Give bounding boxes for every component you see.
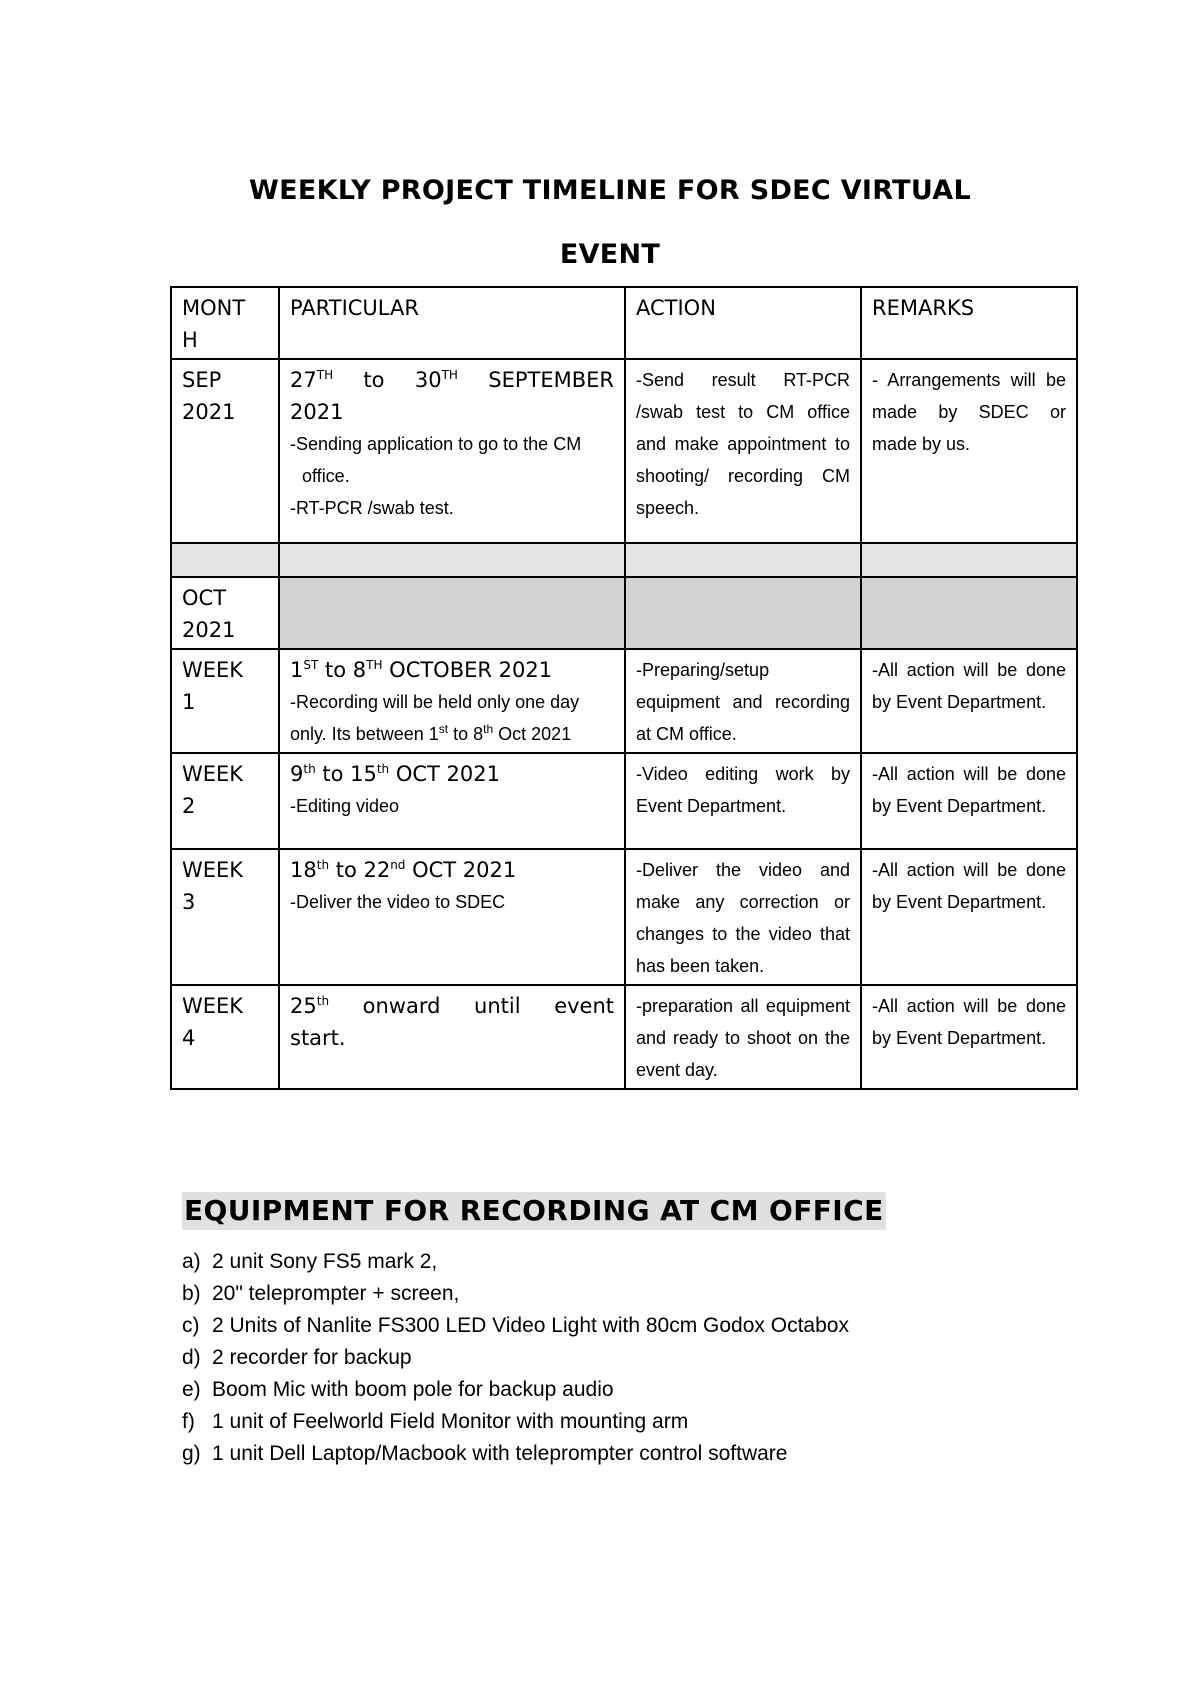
- week-cell: WEEK 1: [171, 649, 279, 753]
- action-cell: -Video editing work by Event Department.: [625, 753, 861, 849]
- shaded-cell: [625, 577, 861, 649]
- particular-heading-year: 2021: [290, 400, 344, 424]
- table-row-sep-2021: [171, 359, 1077, 543]
- remarks-cell: -All action will be done by Event Department.: [861, 849, 1077, 985]
- table-row-week-2: [171, 753, 1077, 849]
- equipment-list: [182, 1246, 849, 1470]
- particular-cell: [279, 849, 625, 985]
- header-month-text-a: MONT: [182, 296, 246, 320]
- particular-heading: 27TH to 30TH SEPTEMBER: [290, 368, 614, 392]
- particular-line: office.: [302, 466, 350, 486]
- particular-line: -Sending application to go to the CM: [290, 434, 582, 454]
- action-cell: -Deliver the video and make any correction or changes to the video that has been taken.: [625, 849, 861, 985]
- spacer-cell: [861, 543, 1077, 577]
- list-item: b) 20" teleprompter + screen,: [182, 1282, 460, 1305]
- header-particular: PARTICULAR: [279, 287, 625, 359]
- remarks-cell: - Arrangements will be made by SDEC or made by us.: [861, 359, 1077, 543]
- table-header-row: [171, 287, 1077, 359]
- spacer-cell: [171, 543, 279, 577]
- header-month-text-b: H: [182, 328, 198, 352]
- particular-heading-cont: start.: [290, 1026, 346, 1050]
- particular-line: -RT-PCR /swab test.: [290, 498, 454, 518]
- list-item: a) 2 unit Sony FS5 mark 2,: [182, 1250, 438, 1273]
- header-action: ACTION: [625, 287, 861, 359]
- table-row-week-3: [171, 849, 1077, 985]
- timeline-table: [170, 286, 1078, 1090]
- particular-cell: [279, 753, 625, 849]
- table-row-week-1: [171, 649, 1077, 753]
- remarks-cell: -All action will be done by Event Department.: [861, 985, 1077, 1089]
- header-remarks: REMARKS: [861, 287, 1077, 359]
- month-name: SEP: [182, 368, 222, 392]
- table-row-week-4: [171, 985, 1077, 1089]
- particular-heading: 25th onward until event: [290, 994, 614, 1018]
- list-item: g) 1 unit Dell Laptop/Macbook with teleprompter control software: [182, 1442, 788, 1465]
- table-row-spacer: [171, 543, 1077, 577]
- month-cell: [171, 359, 279, 543]
- action-cell: -preparation all equipment and ready to shoot on the event day.: [625, 985, 861, 1089]
- remarks-cell: -All action will be done by Event Department.: [861, 753, 1077, 849]
- particular-line: -Recording will be held only one day: [290, 692, 580, 712]
- list-item: f) 1 unit of Feelworld Field Monitor with mounting arm: [182, 1410, 689, 1433]
- remarks-cell: -All action will be done by Event Department.: [861, 649, 1077, 753]
- particular-line: only. Its between 1st to 8th Oct 2021: [290, 722, 572, 744]
- particular-cell: [279, 649, 625, 753]
- spacer-cell: [625, 543, 861, 577]
- header-month: [171, 287, 279, 359]
- table-row-oct-2021: [171, 577, 1077, 649]
- week-cell: WEEK 4: [171, 985, 279, 1089]
- particular-cell: [279, 359, 625, 543]
- particular-cell: [279, 985, 625, 1089]
- list-item: c) 2 Units of Nanlite FS300 LED Video Light with 80cm Godox Octabox: [182, 1314, 849, 1337]
- list-item: d) 2 recorder for backup: [182, 1346, 412, 1369]
- week-cell: WEEK 3: [171, 849, 279, 985]
- shaded-cell: [279, 577, 625, 649]
- particular-heading: 1ST to 8TH OCTOBER 2021: [290, 658, 553, 682]
- equipment-heading: EQUIPMENT FOR RECORDING AT CM OFFICE: [182, 1192, 886, 1230]
- particular-heading: 9th to 15th OCT 2021: [290, 762, 500, 786]
- month-year: 2021: [182, 618, 236, 642]
- action-cell: -Send result RT-PCR /swab test to CM office and make appointment to shooting/ recording CM speech.: [625, 359, 861, 543]
- particular-heading: 18th to 22nd OCT 2021: [290, 858, 517, 882]
- week-cell: WEEK 2: [171, 753, 279, 849]
- particular-line: -Editing video: [290, 796, 400, 816]
- shaded-cell: [861, 577, 1077, 649]
- particular-line: -Deliver the video to SDEC: [290, 892, 506, 912]
- month-cell: [171, 577, 279, 649]
- month-name: OCT: [182, 586, 227, 610]
- page-title-line-2: EVENT: [559, 239, 661, 270]
- action-cell: -Preparing/setup equipment and recording at CM office.: [625, 649, 861, 753]
- list-item: e) Boom Mic with boom pole for backup audio: [182, 1378, 614, 1401]
- page-title-line-1: WEEKLY PROJECT TIMELINE FOR SDEC VIRTUAL: [249, 175, 971, 206]
- month-year: 2021: [182, 400, 236, 424]
- spacer-cell: [279, 543, 625, 577]
